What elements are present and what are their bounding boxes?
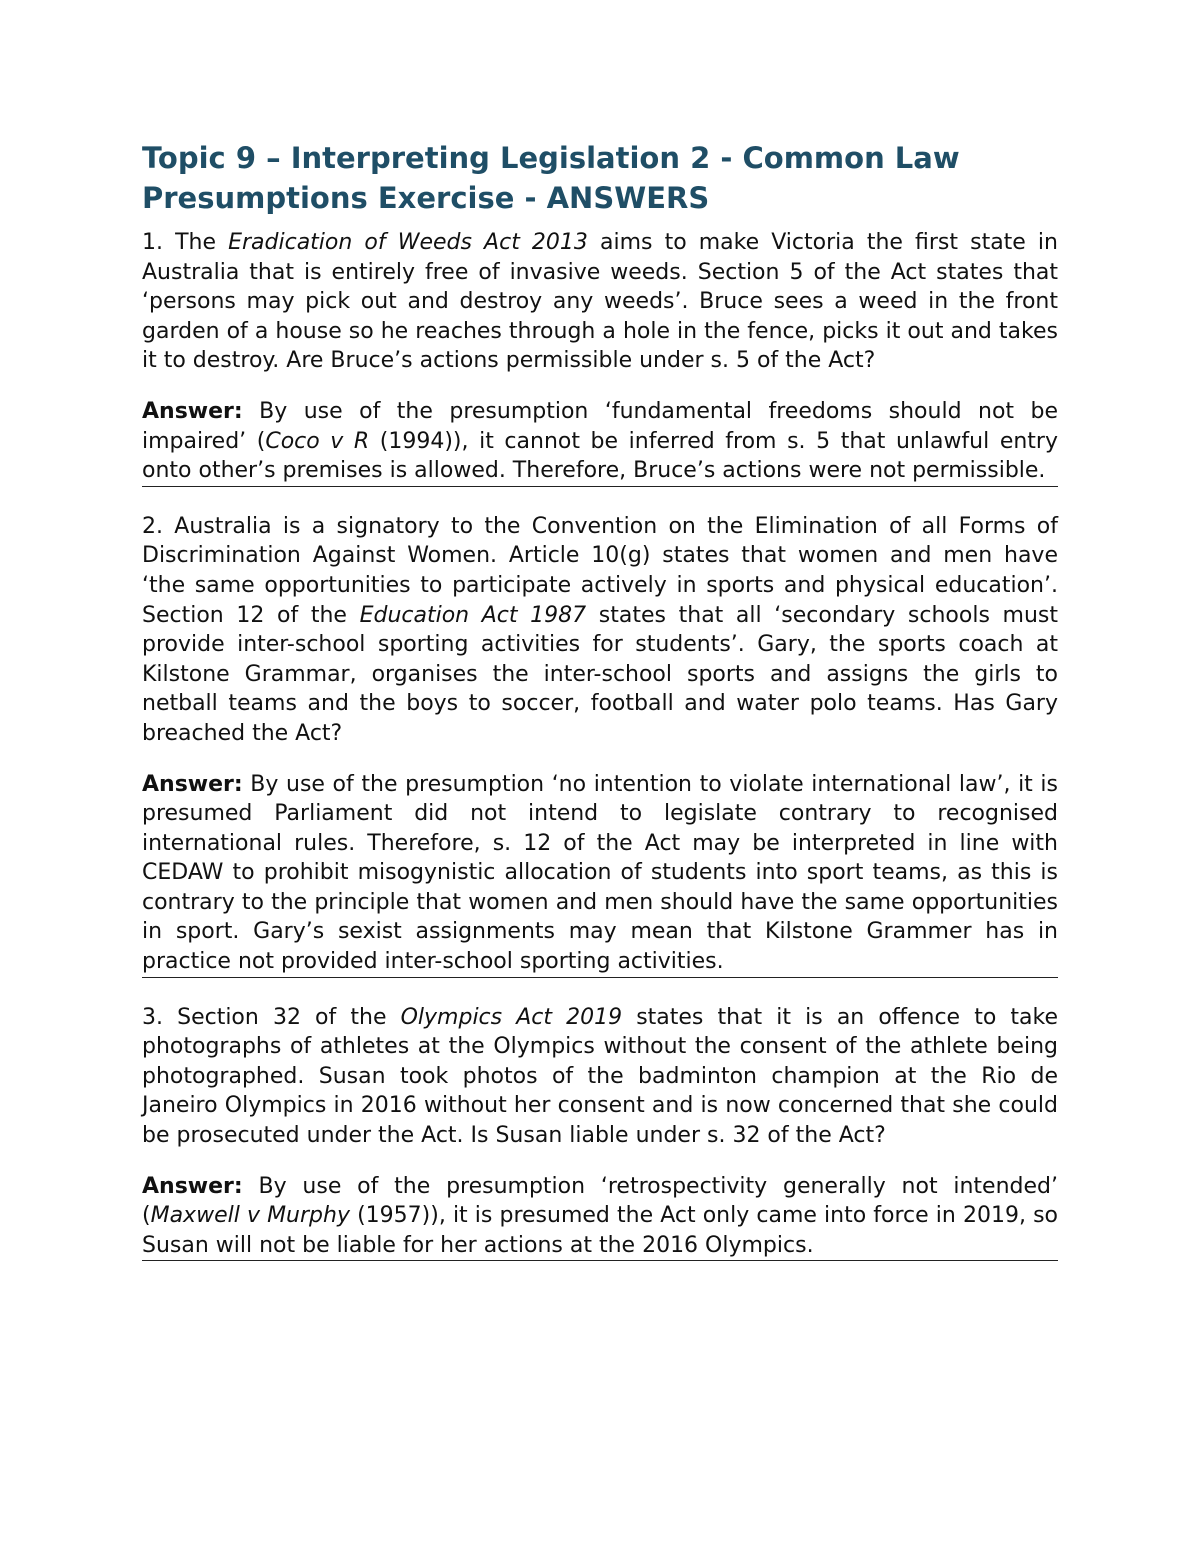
answer-1 <box>142 397 1058 487</box>
question-1-text: aims to make Victoria the first state in Australia that is entirely free of invasive weeds. Section 5 of the Act states that ‘persons may pick out and destroy any weeds’. Bruce sees a weed in the front garden of a house so he reaches through a hole in the fence, picks it out and takes it to destroy. Are Bruce’s actions permissible under s. 5 of the Act? <box>142 230 1058 374</box>
question-1-act-name: Eradication of Weeds Act 2013 <box>228 230 588 255</box>
document-title: Topic 9 – Interpreting Legislation 2 - Common Law Presumptions Exercise - ANSWERS <box>142 141 960 215</box>
question-2 <box>142 512 1058 749</box>
answer-2 <box>142 770 1058 978</box>
question-1-prefix: 1. The <box>142 230 229 255</box>
answer-3 <box>142 1172 1058 1262</box>
answer-2-text: By use of the presumption ‘no intention to violate international law’, it is presumed Parliament did not intend to legislate contrary to recognised international rules. Therefore, s. 12 of the Act may be interpreted in line with CEDAW to prohibit misogynistic allocation of students into sport teams, as this is contrary to the principle that women and men should have the same opportunities in sport. Gary’s sexist assignments may mean that Kilstone Grammer has in practice not provided inter-school sporting activities. <box>142 771 1058 975</box>
answer-3-label: Answer: <box>142 1173 243 1199</box>
document-page <box>142 138 1058 1286</box>
question-block-3 <box>142 1003 1058 1262</box>
question-block-1 <box>142 228 1058 487</box>
question-3-prefix: 3. Section 32 of the <box>142 1004 401 1030</box>
question-3 <box>142 1003 1058 1151</box>
question-block-2 <box>142 512 1058 978</box>
question-3-act-name: Olympics Act 2019 <box>400 1004 623 1030</box>
answer-1-case-name: Coco v R <box>265 428 370 454</box>
question-3-text: states that it is an offence to take photographs of athletes at the Olympics without the consent of the athlete being photographed. Susan took photos of the badminton champion at the Rio de Janeiro Olympics in 2016 without her consent and is now concerned that she could be prosecuted under the Act. Is Susan liable under s. 32 of the Act? <box>142 1004 1058 1149</box>
answer-1-label: Answer: <box>142 398 243 424</box>
answer-1-text-start: By use of the presumption ‘fundamental freedoms should not be impaired’ ( <box>142 398 1058 454</box>
question-2-prefix: 2. Australia is a signatory to the Convention on the Elimination of all Forms of Discrimination Against Women. Article 10(g) states that women and men have ‘the same opportunities to participate actively in sports and physical education’. Section 12 of the <box>142 513 1058 628</box>
question-1 <box>142 228 1058 376</box>
question-2-act-name: Education Act 1987 <box>359 602 587 628</box>
answer-3-text-end: (1957)), it is presumed the Act only came into force in 2019, so Susan will not be liable for her actions at the 2016 Olympics. <box>142 1203 1058 1258</box>
answer-3-case-name: Maxwell v Murphy <box>150 1203 350 1229</box>
answer-1-text-end: (1994)), it cannot be inferred from s. 5 that unlawful entry onto other’s premises is allowed. Therefore, Bruce’s actions were not permissible. <box>142 428 1058 484</box>
answer-3-text-start: By use of the presumption ‘retrospectivity generally not intended’ ( <box>142 1173 1058 1229</box>
answer-2-label: Answer: <box>142 771 243 797</box>
question-2-text: states that all ‘secondary schools must provide inter-school sporting activities for students’. Gary, the sports coach at Kilstone Grammar, organises the inter-school sports and assigns the girls to netball teams and the boys to soccer, football and water polo teams. Has Gary breached the Act? <box>142 602 1058 746</box>
